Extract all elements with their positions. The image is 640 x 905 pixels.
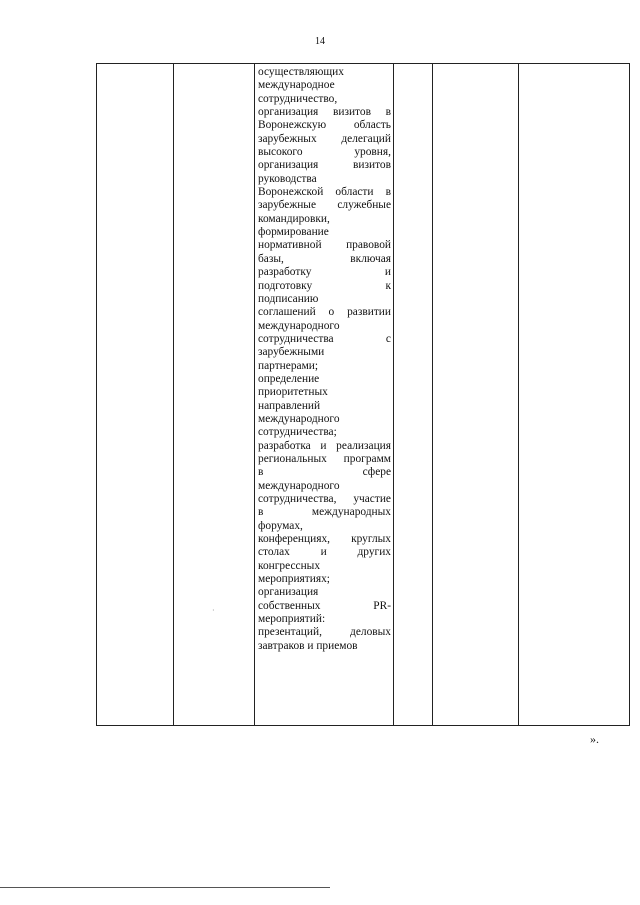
stray-mark: · <box>212 606 215 615</box>
cell-line: собственных PR- <box>258 599 391 612</box>
cell-line: зарубежные служебные <box>258 199 391 212</box>
cell-line: командировки, <box>258 212 330 225</box>
cell-line: зарубежными <box>258 346 325 359</box>
cell-line: международное <box>258 79 335 92</box>
cell-line: региональных программ <box>258 452 391 465</box>
cell-line: в сфере <box>258 466 391 479</box>
document-table <box>96 63 630 726</box>
cell-line: сотрудничества, участие <box>258 493 391 505</box>
cell-line: сотрудничества; <box>258 426 337 439</box>
cell-line: конференциях, круглых <box>258 533 391 546</box>
cell-line: сотрудничества с <box>258 332 391 345</box>
cell-line: завтраков и приемов <box>258 639 358 652</box>
closing-quote: ». <box>590 732 599 746</box>
cell-line: разработка и реализация <box>258 439 391 452</box>
cell-line: нормативной правовой <box>258 239 391 252</box>
cell-line: Воронежской области в <box>258 186 391 199</box>
cell-line: в международных <box>258 506 391 519</box>
cell-line: направлений <box>258 399 321 412</box>
cell-line: столах и других <box>258 546 391 559</box>
cell-line: осуществляющих <box>258 66 344 78</box>
table-cell-4 <box>394 64 433 726</box>
cell-line: руководства <box>258 172 317 185</box>
table-cell-description <box>255 64 394 726</box>
cell-line: подготовку к <box>258 279 391 292</box>
cell-line: презентаций, деловых <box>258 626 391 639</box>
cell-line: сотрудничество, <box>258 92 338 105</box>
cell-line: мероприятий: <box>258 613 326 626</box>
cell-line: конгрессных <box>258 559 321 572</box>
cell-line: партнерами; <box>258 359 319 372</box>
cell-line: разработку и <box>258 266 391 279</box>
cell-line: соглашений о развитии <box>258 306 391 319</box>
cell-line: базы, включая <box>258 252 391 265</box>
cell-line: международного <box>258 412 340 425</box>
cell-description-text <box>255 64 393 653</box>
footer-rule <box>0 887 330 888</box>
table-cell-5 <box>433 64 519 726</box>
cell-line: Воронежскую область <box>258 119 391 132</box>
cell-line: организация визитов в <box>258 106 391 119</box>
cell-line: приоритетных <box>258 386 328 399</box>
cell-line: мероприятиях; <box>258 573 330 586</box>
cell-line: организация визитов <box>258 159 391 172</box>
table-cell-2 <box>174 64 255 726</box>
cell-line: определение <box>258 372 320 385</box>
cell-line: международного <box>258 479 340 492</box>
page-number: 14 <box>315 36 325 47</box>
cell-line: организация <box>258 586 319 599</box>
table-cell-6 <box>519 64 630 726</box>
cell-line: международного <box>258 319 340 332</box>
cell-line: подписанию <box>258 292 319 305</box>
table-cell-1 <box>97 64 174 726</box>
table-row <box>97 64 630 726</box>
cell-line: высокого уровня, <box>258 146 391 159</box>
cell-line: зарубежных делегаций <box>258 132 391 145</box>
cell-line: формирование <box>258 226 329 239</box>
cell-line: форумах, <box>258 519 303 532</box>
